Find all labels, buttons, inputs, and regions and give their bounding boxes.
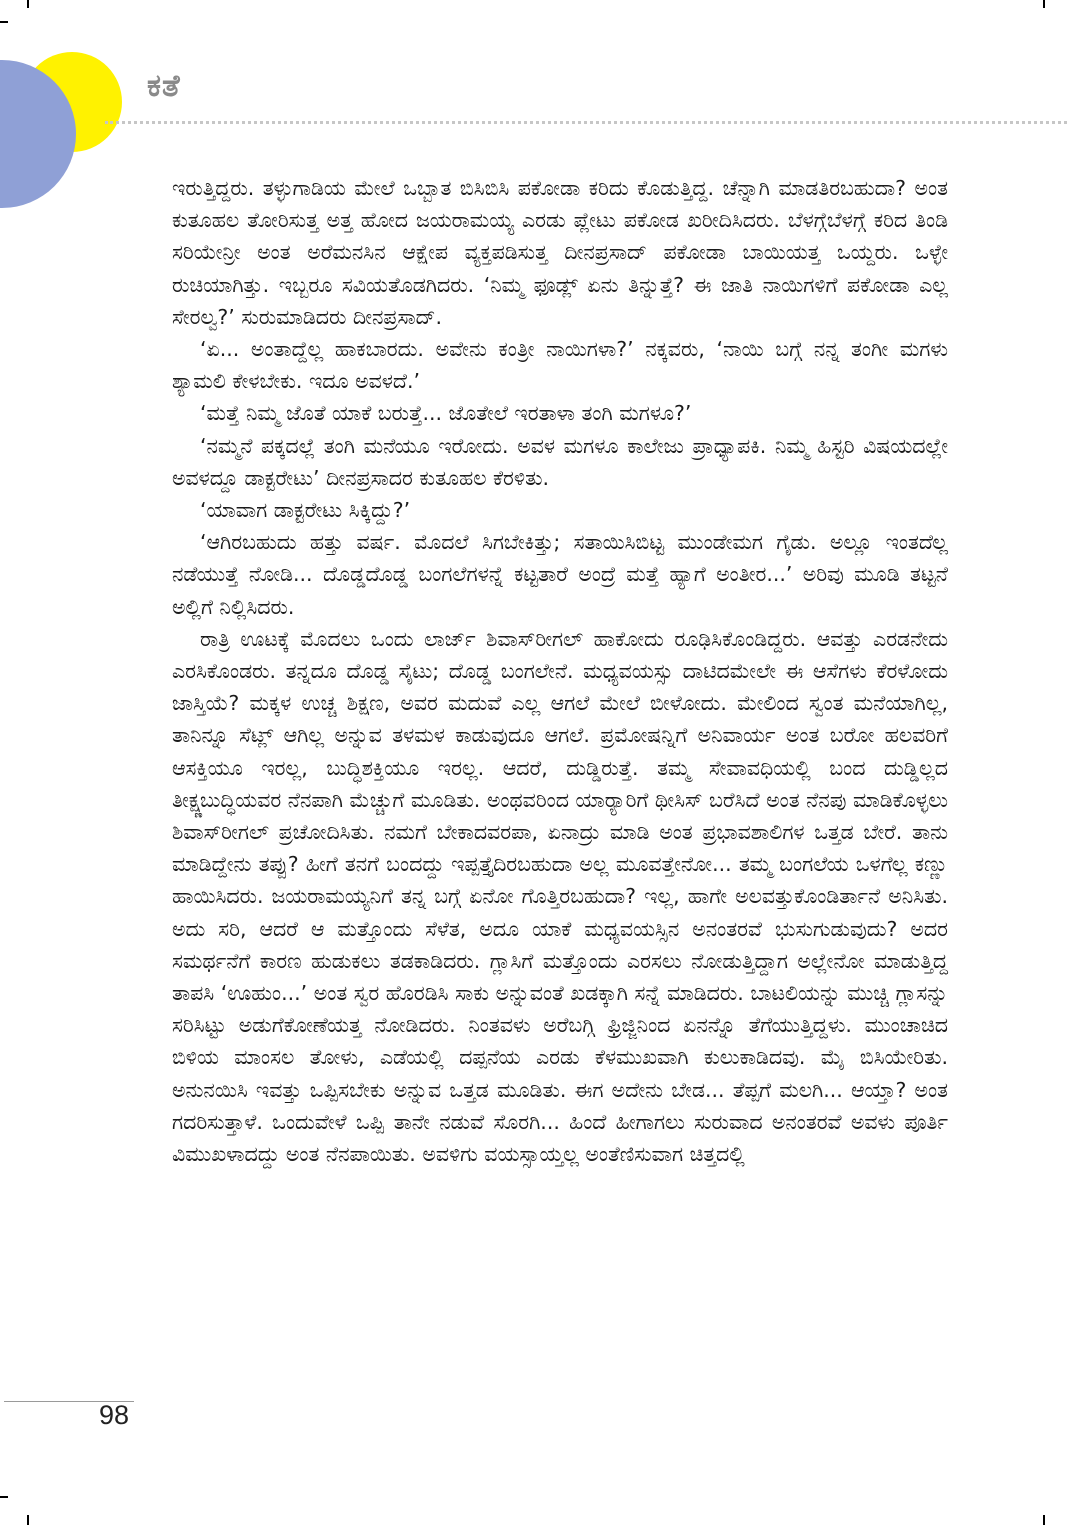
crop-mark-left-lower <box>0 1496 8 1498</box>
section-title: ಕತೆ <box>147 68 181 104</box>
paragraph-6: ‘ಆಗಿರಬಹುದು ಹತ್ತು ವರ್ಷ. ಮೊದಲೆ ಸಿಗಬೇಕಿತ್ತು; ಸತಾಯಿಸಿಬಿಟ್ಟ ಮುಂಡೇಮಗ ಗೈಡು. ಅಲ್ಲೂ ಇಂತದೆಲ್ಲ ನಡೆಯುತ್ತೆ ನೋಡಿ... ದೊಡ್ಡದೊಡ್ಡ ಬಂಗಲೆಗಳನ್ನೆ ಕಟ್ಟತಾರೆ ಅಂದ್ರೆ ಮತ್ತೆ ಹ್ಯಾಗೆ ಅಂತೀರ...’ ಅರಿವು ಮೂಡಿ ತಟ್ಟನೆ ಅಲ್ಲಿಗೆ ನಿಲ್ಲಿಸಿದರು. <box>172 530 948 619</box>
crop-mark-left-upper <box>0 21 8 23</box>
crop-mark-top-right <box>1043 0 1045 8</box>
paragraph-7: ರಾತ್ರಿ ಊಟಕ್ಕೆ ಮೊದಲು ಒಂದು ಲಾರ್ಜ್ ಶಿವಾಸ್‌ರೀಗಲ್ ಹಾಕೋದು ರೂಢಿಸಿಕೊಂಡಿದ್ದರು. ಆವತ್ತು ಎರಡನೇದು ಎರಸಿಕೊಂಡರು. ತನ್ನದೂ ದೊಡ್ಡ ಸೈಟು; ದೊಡ್ಡ ಬಂಗಲೇನೆ. ಮಧ್ಯವಯಸ್ಸು ದಾಟಿದಮೇಲೇ ಈ ಆಸೆಗಳು ಕೆರಳೋದು ಜಾಸ್ತಿಯೆ? ಮಕ್ಕಳ ಉಚ್ಚ ಶಿಕ್ಷಣ, ಅವರ ಮದುವೆ ಎಲ್ಲ ಆಗಲೆ ಮೇಲೆ ಬೀಳೋದು. ಮೇಲಿಂದ ಸ್ವಂತ ಮನೆಯಾಗಿಲ್ಲ, ತಾನಿನ್ನೂ ಸೆಟ್ಲ್ ಆಗಿಲ್ಲ ಅನ್ನುವ ತಳಮಳ ಕಾಡುವುದೂ ಆಗಲೆ. ಪ್ರಮೋಷನ್ನಿಗೆ ಅನಿವಾರ್ಯ ಅಂತ ಬರೋ ಹಲವರಿಗೆ ಆಸಕ್ತಿಯೂ ಇರಲ್ಲ, ಬುದ್ಧಿಶಕ್ತಿಯೂ ಇರಲ್ಲ. ಆದರೆ, ದುಡ್ಡಿರುತ್ತೆ. ತಮ್ಮ ಸೇವಾವಧಿಯಲ್ಲಿ ಬಂದ ದುಡ್ಡಿಲ್ಲದ ತೀಕ್ಷ್ಣಬುದ್ಧಿಯವರ ನೆನಪಾಗಿ ಮೆಚ್ಚುಗೆ ಮೂಡಿತು. ಅಂಥವರಿಂದ ಯಾರ್‍ಯಾರಿಗೆ ಥೀಸಿಸ್ ಬರೆಸಿದೆ ಅಂತ ನೆನಪು ಮಾಡಿಕೊಳ್ಳಲು ಶಿವಾಸ್‌ರೀಗಲ್ ಪ್ರಚೋದಿಸಿತು. ನಮಗೆ ಬೇಕಾದವರಪಾ, ಏನಾದ್ರು ಮಾಡಿ ಅಂತ ಪ್ರಭಾವಶಾಲಿಗಳ ಒತ್ತಡ ಬೇರೆ. ತಾನು ಮಾಡಿದ್ದೇನು ತಪ್ಪು? ಹೀಗೆ ತನಗೆ ಬಂದದ್ದು ಇಪ್ಪತ್ತೈದಿರಬಹುದಾ ಅಲ್ಲ ಮೂವತ್ತೇನೋ... ತಮ್ಮ ಬಂಗಲೆಯ ಒಳಗೆಲ್ಲ ಕಣ್ಣು ಹಾಯಿಸಿದರು. ಜಯರಾಮಯ್ಯನಿಗೆ ತನ್ನ ಬಗ್ಗೆ ಏನೋ ಗೊತ್ತಿರಬಹುದಾ? ಇಲ್ಲ, ಹಾಗೇ ಅಲವತ್ತುಕೊಂಡಿರ್ತಾನೆ ಅನಿಸಿತು. ಅದು ಸರಿ, ಆದರೆ ಆ ಮತ್ತೊಂದು ಸೆಳೆತ, ಅದೂ ಯಾಕೆ ಮಧ್ಯವಯಸ್ಸಿನ ಅನಂತರವೆ ಭುಸುಗುಡುವುದು? ಅದರ ಸಮರ್ಥನೆಗೆ ಕಾರಣ ಹುಡುಕಲು ತಡಕಾಡಿದರು. ಗ್ಲಾಸಿಗೆ ಮತ್ತೊಂದು ಎರಸಲು ನೋಡುತ್ತಿದ್ದಾಗ ಅಲ್ಲೇನೋ ಮಾಡುತ್ತಿದ್ದ ತಾಪಸಿ ‘ಊಹುಂ...’ ಅಂತ ಸ್ವರ ಹೊರಡಿಸಿ ಸಾಕು ಅನ್ನುವಂತೆ ಖಡಕ್ಕಾಗಿ ಸನ್ನೆ ಮಾಡಿದರು. ಬಾಟಲಿಯನ್ನು ಮುಚ್ಚಿ ಗ್ಲಾಸನ್ನು ಸರಿಸಿಟ್ಟು ಅಡುಗೆಕೋಣೆಯತ್ತ ನೋಡಿದರು. ನಿಂತವಳು ಅರೆಬಗ್ಗಿ ಫ್ರಿಜ್ಜಿನಿಂದ ಏನನ್ನೊ ತೆಗೆಯುತ್ತಿದ್ದಳು. ಮುಂಚಾಚಿದ ಬಿಳಿಯ ಮಾಂಸಲ ತೋಳು, ಎಡೆಯಲ್ಲಿ ದಪ್ಪನೆಯ ಎರಡು ಕೆಳಮುಖವಾಗಿ ಕುಲುಕಾಡಿದವು. ಮೈ ಬಿಸಿಯೇರಿತು. ಅನುನಯಿಸಿ ಇವತ್ತು ಒಪ್ಪಿಸಬೇಕು ಅನ್ನುವ ಒತ್ತಡ ಮೂಡಿತು. ಈಗ ಅದೇನು ಬೇಡ... ತೆಪ್ಪಗೆ ಮಲಗಿ... ಆಯ್ತಾ? ಅಂತ ಗದರಿಸುತ್ತಾಳೆ. ಒಂದುವೇಳೆ ಒಪ್ಪಿ ತಾನೇ ನಡುವೆ ಸೊರಗಿ... ಹಿಂದೆ ಹೀಗಾಗಲು ಸುರುವಾದ ಅನಂತರವೆ ಅವಳು ಪೂರ್ತಿ ವಿಮುಖಳಾದದ್ದು ಅಂತ ನೆನಪಾಯಿತು. ಅವಳಿಗು ವಯಸ್ಸಾಯ್ತಲ್ಲ ಅಂತೆಣಿಸುವಾಗ ಚಿತ್ತದಲ್ಲಿ <box>172 626 948 1167</box>
paragraph-1: ಇರುತ್ತಿದ್ದರು. ತಳ್ಳುಗಾಡಿಯ ಮೇಲೆ ಒಬ್ಬಾತ ಬಿಸಿಬಿಸಿ ಪಕೋಡಾ ಕರಿದು ಕೊಡುತ್ತಿದ್ದ. ಚೆನ್ನಾಗಿ ಮಾಡತಿರಬಹುದಾ? ಅಂತ ಕುತೂಹಲ ತೋರಿಸುತ್ತ ಅತ್ತ ಹೋದ ಜಯರಾಮಯ್ಯ ಎರಡು ಪ್ಲೇಟು ಪಕೋಡ ಖರೀದಿಸಿದರು. ಬೆಳಗ್ಗೆಬೆಳಗ್ಗೆ ಕರಿದ ತಿಂಡಿ ಸರಿಯೇನ್ರೀ ಅಂತ ಅರೆಮನಸಿನ ಆಕ್ಷೇಪ ವ್ಯಕ್ತಪಡಿಸುತ್ತ ದೀನಪ್ರಸಾದ್ ಪಕೋಡಾ ಬಾಯಿಯತ್ತ ಒಯ್ದರು. ಒಳ್ಳೇ ರುಚಿಯಾಗಿತ್ತು. ಇಬ್ಬರೂ ಸವಿಯತೊಡಗಿದರು. ‘ನಿಮ್ಮ ಫೂಡ್ಲ್ ಏನು ತಿನ್ನುತ್ತೆ? ಈ ಜಾತಿ ನಾಯಿಗಳಿಗೆ ಪಕೋಡಾ ಎಲ್ಲ ಸೇರಲ್ವ?’ ಸುರುಮಾಡಿದರು ದೀನಪ್ರಸಾದ್. <box>172 176 948 329</box>
story-body <box>172 172 948 1170</box>
header-dotted-rule <box>105 121 1067 124</box>
paragraph-3: ‘ಮತ್ತೆ ನಿಮ್ಮ ಜೊತೆ ಯಾಕೆ ಬರುತ್ತೆ... ಜೊತೇಲೆ ಇರತಾಳಾ ತಂಗಿ ಮಗಳೂ?’ <box>200 401 692 426</box>
paragraph-5: ‘ಯಾವಾಗ ಡಾಕ್ಟರೇಟು ಸಿಕ್ಕಿದ್ದು?’ <box>200 498 411 523</box>
paragraph-2: ‘ಏ... ಅಂತಾದ್ದೆಲ್ಲ ಹಾಕಬಾರದು. ಅವೇನು ಕಂತ್ರೀ ನಾಯಿಗಳಾ?’ ನಕ್ಕವರು, ‘ನಾಯಿ ಬಗ್ಗೆ ನನ್ನ ತಂಗೀ ಮಗಳು ಶ್ಯಾಮಲಿ ಕೇಳಬೇಕು. ಇದೂ ಅವಳದೆ.’ <box>172 337 948 394</box>
crop-mark-bottom-left <box>27 1515 29 1525</box>
crop-mark-bottom-right <box>1043 1515 1045 1525</box>
crop-mark-top-left <box>27 0 29 8</box>
paragraph-4: ‘ನಮ್ಮನೆ ಪಕ್ಕದಲ್ಲೆ ತಂಗಿ ಮನೆಯೂ ಇರೋದು. ಅವಳ ಮಗಳೂ ಕಾಲೇಜು ಪ್ರಾಧ್ಯಾಪಕಿ. ನಿಮ್ಮ ಹಿಸ್ಟರಿ ವಿಷಯದಲ್ಲೇ ಅವಳದ್ದೂ ಡಾಕ್ಟರೇಟು’ ದೀನಪ್ರಸಾದರ ಕುತೂಹಲ ಕೆರಳಿತು. <box>172 433 948 490</box>
page-number: 98 <box>99 1400 130 1430</box>
